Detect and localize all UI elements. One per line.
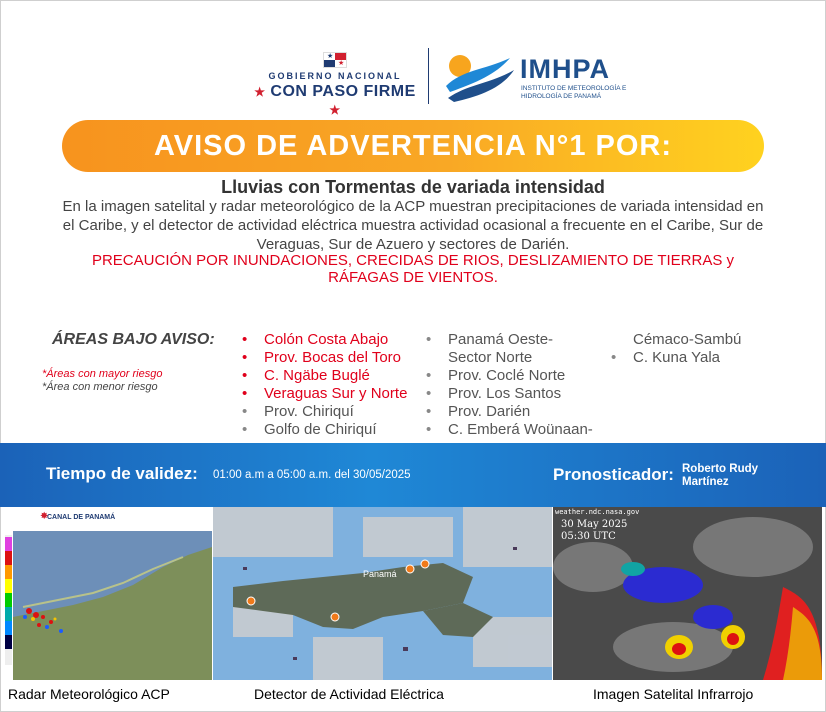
satellite-date: 30 May 2025 xyxy=(561,519,628,530)
panama-flag-icon: ★ ★ xyxy=(323,52,347,68)
areas-title: ÁREAS BAJO AVISO: xyxy=(52,331,215,348)
lightning-city-label: Panamá xyxy=(363,569,397,579)
satellite-caption: Imagen Satelital Infrarrojo xyxy=(593,686,754,702)
legend-low-risk: *Área con menor riesgo xyxy=(42,381,158,393)
radar-image xyxy=(3,507,212,680)
area-item: • Prov. Bocas del Toro xyxy=(240,349,407,367)
precaution-text: PRECAUCIÓN POR INUNDACIONES, CRECIDAS DE RIOS, DESLIZAMIENTO DE TIERRAS y RÁFAGAS DE VIENTOS. xyxy=(91,252,735,286)
lightning-image xyxy=(213,507,552,680)
areas-column-1 xyxy=(240,331,407,439)
radar-map xyxy=(3,507,212,680)
area-item: • Prov. Coclé Norte xyxy=(424,367,593,385)
gobierno-logo xyxy=(250,52,420,119)
validity-time: 01:00 a.m a 05:00 a.m. del 30/05/2025 xyxy=(213,469,411,481)
area-item-continuation: Sector Norte xyxy=(448,349,533,366)
areas-column-3 xyxy=(609,331,741,367)
satellite-map xyxy=(553,507,822,680)
area-item: • Prov. Chiriquí xyxy=(240,403,407,421)
radar-caption: Radar Meteorológico ACP xyxy=(8,686,170,702)
warning-description: En la imagen satelital y radar meteorológico de la ACP muestran precipitaciones de variada intensidad en el Caribe, y el detector de actividad eléctrica muestra actividad ocasional a frecuente en el Caribe, Sur de Veraguas, Sur de Azuero y sectores de Darién. xyxy=(62,198,764,253)
validity-label: Tiempo de validez: xyxy=(46,464,198,483)
area-item: • C. Kuna Yala xyxy=(609,349,741,367)
star-icon: ★ xyxy=(329,103,341,117)
area-item-continuation: Cémaco-Sambú xyxy=(633,331,742,348)
imhpa-subtitle: INSTITUTO DE METEOROLOGÍA E HIDROLOGÍA DE PANAMÁ xyxy=(521,85,627,100)
area-item: • Golfo de Chiriquí xyxy=(240,421,407,439)
logo-divider xyxy=(428,48,429,104)
area-item: • C. Emberá Woünaan- xyxy=(424,421,593,439)
area-item: • Prov. Darién xyxy=(424,403,593,421)
warning-subtitle: Lluvias con Tormentas de variada intensidad xyxy=(221,177,605,197)
gobierno-slogan xyxy=(250,83,420,119)
area-item: • C. Ngäbe Buglé xyxy=(240,367,407,385)
area-item: • Veraguas Sur y Norte xyxy=(240,385,407,403)
satellite-source: weather.ndc.nasa.gov xyxy=(555,508,640,516)
forecaster-name: Roberto Rudy Martínez xyxy=(682,463,759,488)
area-item: • Prov. Los Santos xyxy=(424,385,593,403)
imhpa-wave-logo-icon xyxy=(444,52,516,104)
lightning-caption: Detector de Actividad Eléctrica xyxy=(254,686,444,702)
areas-column-2 xyxy=(424,331,593,439)
area-item: • Panamá Oeste- xyxy=(424,331,593,349)
warning-banner-title: AVISO DE ADVERTENCIA N°1 POR: xyxy=(153,130,673,162)
radar-logo-text: CANAL DE PANAMÁ xyxy=(47,514,116,521)
gobierno-top-text: GOBIERNO NACIONAL xyxy=(268,71,402,81)
gobierno-slogan-text: CON PASO FIRME xyxy=(270,83,416,100)
area-item: • Colón Costa Abajo xyxy=(240,331,407,349)
forecaster-label: Pronosticador: xyxy=(553,465,674,484)
satellite-image xyxy=(553,507,822,680)
legend-high-risk: *Áreas con mayor riesgo xyxy=(42,368,163,380)
satellite-time: 05:30 UTC xyxy=(561,531,616,542)
imhpa-name: IMHPA xyxy=(520,54,610,84)
lightning-map xyxy=(213,507,552,680)
star-icon: ★ xyxy=(254,85,266,99)
canal-logo-icon: ✸ xyxy=(40,511,49,522)
